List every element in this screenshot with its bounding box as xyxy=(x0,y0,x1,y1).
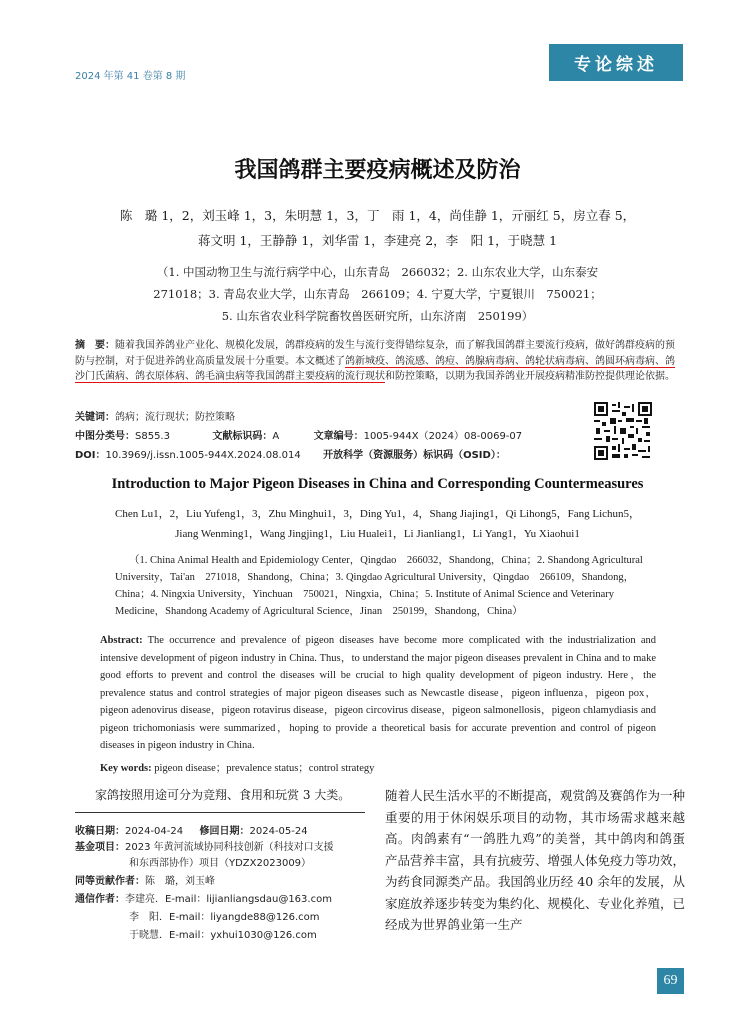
abstract-cn xyxy=(75,338,680,385)
corr-label: 通信作者： xyxy=(75,894,125,905)
article-label: 文章编号： xyxy=(313,431,364,442)
abstract-cn-part2: 和防控策略，以期为我国养鸽业开展疫病精准防控提供理论依据。 xyxy=(385,371,675,382)
received-label: 收稿日期： xyxy=(75,826,125,837)
abstract-en-label: Abstract: xyxy=(100,635,143,646)
keywords-en xyxy=(100,760,374,775)
body-right-column: 随着人民生活水平的不断提高，观赏鸽及赛鸽作为一种重要的用于休闲娱乐项目的动物，其市场需求越来越高。肉鸽素有“一鸽胜九鸡”的美誉，其中鸽肉和鸽蛋产品营养丰富，具有抗疲劳、增强人体免疫力等功效，为药食同源类产品。我国鸽业历经 40 余年的发展，从家庭放养逐步转变为集约化、规模化、专业化养殖，已经成为世界鸽业第一生产 xyxy=(385,788,686,932)
authors-en-line1: Chen Lu1，2，Liu Yufeng1，3，Zhu Minghui1，3，Ding Yu1，4，Shang Jiajing1，Qi Lihong5，Fang Lichun5， xyxy=(114,508,641,520)
note-equal xyxy=(75,872,215,887)
corr-line1: 李建亮．E-mail：lijianliangsdau@163.com xyxy=(125,894,332,905)
affiliation-cn-line1: （1. 中国动物卫生与流行病学中心，山东青岛 266032；2. 山东农业大学，山东泰安 xyxy=(156,265,599,279)
keywords-cn-value: 鸽病；流行现状；防控策略 xyxy=(115,412,235,423)
authors-cn-line1: 陈 璐 1，2，刘玉峰 1，3，朱明慧 1，3，丁 雨 1，4，尚佳静 1，亓丽红 5，房立春 5， xyxy=(119,208,636,223)
received-date: 2024-04-24 xyxy=(125,826,184,837)
title-cn: 我国鸽群主要疫病概述及防治 xyxy=(234,158,521,183)
fund-label: 基金项目： xyxy=(75,842,125,853)
doi-line xyxy=(75,446,506,461)
revised-label: 修回日期： xyxy=(199,826,250,837)
abstract-cn-label: 摘 要： xyxy=(75,340,115,351)
classification-line xyxy=(75,427,522,442)
doi-label: DOI： xyxy=(75,450,106,461)
doc-value: A xyxy=(272,431,280,442)
affiliation-cn-line2: 271018；3. 青岛农业大学，山东青岛 266109；4. 宁夏大学，宁夏银川 750021； xyxy=(153,287,602,301)
abstract-cn-underlined: 鸽新城疫、鸽流感、鸽痘、鸽腺病毒病、鸽轮状病毒病、鸽圆环病毒病、鸽沙门氏菌病、鸽衣原体病、鸽毛滴虫病等我国鸽群主要疫病的流行现状 xyxy=(75,355,675,382)
corr-line3: 于晓慧．E-mail：yxhui1030@126.com xyxy=(129,930,317,941)
qr-code-icon[interactable] xyxy=(594,402,652,460)
osid-label: 开放科学（资源服务）标识码（OSID）： xyxy=(323,450,506,461)
section-badge: 专论综述 xyxy=(549,44,683,81)
affiliation-cn-line3: 5. 山东省农业科学院畜牧兽医研究所，山东济南 250199） xyxy=(221,309,534,323)
note-fund-line2: 和东西部协作）项目（YDZX2023009） xyxy=(129,858,312,869)
corr-line2: 李 阳．E-mail：liyangde88@126.com xyxy=(129,912,320,923)
revised-date: 2024-05-24 xyxy=(249,826,308,837)
authors-cn-line2: 蒋文明 1，王静静 1，刘华雷 1，李建亮 2，李 阳 1，于晓慧 1 xyxy=(197,233,558,248)
article-value: 1005-944X（2024）08-0069-07 xyxy=(363,431,523,442)
page-number: 69 xyxy=(657,968,684,994)
note-corr xyxy=(75,890,332,905)
issue-label: 2024 年第 41 卷第 8 期 xyxy=(75,71,186,82)
clc-value: S855.3 xyxy=(135,431,170,442)
abstract-en-text: The occurrence and prevalence of pigeon diseases have become more complicated with the industrialization and intensive development of pigeon industry in China. Thus，to understand the major pigeon diseases prevalent in China and to make good efforts to prevent and control the diseases will be crucial to high quality development of pigeon industry. Here，the prevalence status and control strategies of major pigeon diseases such as Newcastle disease，pigeon influenza，pigeon pox，pigeon adenovirus disease，pigeon rotavirus disease，pigeon circovirus disease，pigeon salmonellosis，pigeon chlamydiasis and pigeon trichomoniasis were summarized，hoping to provide a theoretical basis for accurate prevention and control of pigeon diseases in pigeon industry in China. xyxy=(100,635,656,751)
note-dates xyxy=(75,822,308,837)
keywords-en-label: Key words: xyxy=(100,763,152,774)
keywords-en-value: pigeon disease；prevalence status；control strategy xyxy=(154,763,375,774)
authors-en-line2: Jiang Wenming1，Wang Jingjing1，Liu Hualei1，Li Jianliang1，Li Yang1，Yu Xiaohui1 xyxy=(175,528,580,540)
note-fund xyxy=(75,838,334,853)
doi-value[interactable]: 10.3969/j.issn.1005-944X.2024.08.014 xyxy=(105,450,301,461)
affiliation-en: （1. China Animal Health and Epidemiology Center，Qingdao 266032，Shandong，China；2. Shandong Agricultural University，Tai'an 271018，Shandong，China；3. Qingdao Agricultural University，Qingdao 266109，Shandong，China；4. Ningxia University，Yinchuan 750021，Ningxia，China；5. Institute of Animal Science and Veterinary Medicine，Shandong Academy of Agricultural Science，Jinan 250199，Shandong，China） xyxy=(115,555,643,617)
fund-line1: 2023 年黄河流域协同科技创新（科技对口支援 xyxy=(125,842,334,853)
abstract-cn-part1: 随着我国养鸽业产业化、规模化发展，鸽群疫病的发生与流行变得错综复杂，而了解我国鸽群主要流行疫病，做好鸽群疫病的预防与控制，对于促进养鸽业高质量发展十分重要。本文概述了 xyxy=(75,340,675,367)
equal-label: 同等贡献作者： xyxy=(75,876,145,887)
keywords-cn xyxy=(75,408,235,423)
keywords-cn-label: 关键词： xyxy=(75,412,115,423)
footnote-divider xyxy=(75,812,365,813)
abstract-en xyxy=(100,632,656,755)
equal-value: 陈 璐，刘玉峰 xyxy=(145,876,215,887)
body-left-first-line: 家鸽按照用途可分为竞翔、食用和玩赏 3 大类。 xyxy=(95,788,351,802)
doc-label: 文献标识码： xyxy=(212,431,273,442)
clc-label: 中图分类号： xyxy=(75,431,135,442)
title-en: Introduction to Major Pigeon Diseases in China and Corresponding Countermeasures xyxy=(111,476,644,492)
